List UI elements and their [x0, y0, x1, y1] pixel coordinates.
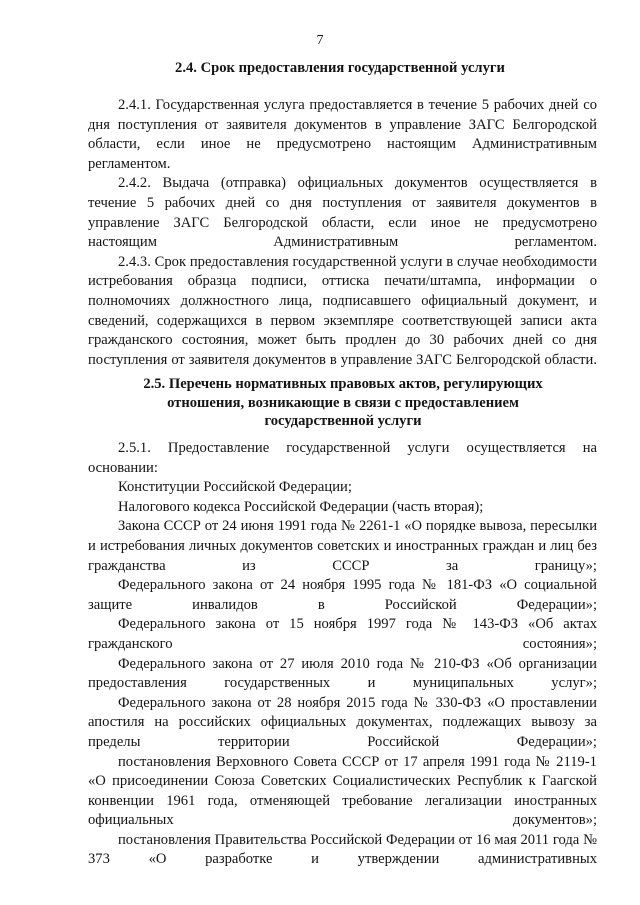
- text-line: апостиля на российских официальных документах, подлежащих вывозу за: [88, 714, 597, 731]
- text-line: официальный документ, и сведений, содержащихся в первом экземпляре: [88, 292, 597, 329]
- legal-act-item: [88, 615, 597, 654]
- text-line: течение 5 рабочих дней со дня поступления от заявителя документов в: [88, 194, 597, 211]
- text-line: управление ЗАГС Белгородской области, если иное не предусмотрено: [88, 214, 597, 231]
- text-line: граждан и лиц без гражданства из СССР за границу»;: [88, 537, 597, 574]
- text-line: пределы территории Российской Федерации»;: [88, 733, 597, 750]
- text-line: соответствующей записи акта гражданского состояния, может быть продлен: [88, 312, 597, 349]
- text-line: настоящим Административным регламентом.: [88, 234, 597, 251]
- text-line: до 30 рабочих дней со дня поступления от заявителя документов в: [88, 332, 597, 368]
- legal-act-item: [88, 498, 597, 518]
- text-line: предоставления государственных и муниципальных услуг»;: [88, 675, 597, 692]
- legal-act-item: [88, 655, 597, 694]
- text-line: информации о полномочиях должностного лица, подписавшего: [88, 273, 598, 309]
- text-line: управление ЗАГС Белгородской области.: [340, 351, 597, 368]
- text-line: необходимости истребования образца подписи, оттиска печати/штампа,: [88, 253, 597, 290]
- text-line: № 2119-1 «О присоединении Союза Советских Социалистических Республик: [88, 753, 597, 790]
- paragraph-2-4-3: [88, 253, 597, 371]
- heading-line: отношения, возникающие в связи с предоставлением: [167, 394, 519, 411]
- text-line: защите инвалидов в Российской Федерации»;: [88, 596, 597, 613]
- text-line: 2011 года № 373 «О разработке и утверждении административных: [88, 831, 597, 868]
- heading-line: государственной услуги: [264, 413, 422, 429]
- legal-act-item: [88, 478, 597, 498]
- paragraph-2-4-1: [88, 96, 597, 174]
- heading-line: 2.5. Перечень нормативных правовых актов, регулирующих: [143, 376, 543, 392]
- text-line: Федерального закона от 15 ноября 1997 года № 143-ФЗ «Об актах: [118, 616, 597, 633]
- legal-act-item: [88, 753, 597, 831]
- legal-act-item: [88, 517, 597, 576]
- text-line: Федерального закона от 27 июля 2010 года № 210-ФЗ «Об организации: [118, 655, 597, 672]
- text-line: 2.4.1. Государственная услуга предоставляется в течение 5 рабочих дней: [118, 97, 579, 113]
- text-line: постановления Правительства Российской Федерации от 16 мая: [118, 831, 517, 848]
- text-line: пересылки и истребования личных документов советских и иностранных: [88, 518, 597, 554]
- text-line: Федерального закона от 28 ноября 2015 года № 330-ФЗ «О проставлении: [118, 694, 597, 711]
- paragraph-2-4-2: [88, 174, 597, 252]
- paragraph-2-5-1: [88, 439, 597, 478]
- page-number: 7: [316, 33, 324, 48]
- legal-act-item: [88, 576, 597, 615]
- text-line: гражданского состояния»;: [88, 635, 597, 652]
- section-2-4-body: [88, 96, 597, 370]
- text-line: Конституции Российской Федерации;: [118, 479, 352, 496]
- text-line: Закона СССР от 24 июня 1991 года № 2261-1 «О порядке вывоза,: [118, 518, 527, 535]
- section-heading-2-5: [118, 375, 568, 431]
- text-line: постановления Верховного Совета СССР от 17 апреля 1991 года: [118, 753, 531, 770]
- text-line: 2.5.1. Предоставление государственной услуги осуществляется на: [118, 440, 597, 456]
- text-line: Налогового кодекса Российской Федерации (часть вторая);: [118, 498, 484, 515]
- text-line: Административным регламентом.: [88, 136, 597, 172]
- text-line: со дня поступления от заявителя документов в управление ЗАГС: [88, 97, 597, 133]
- section-heading-2-4: 2.4. Срок предоставления государственной услуги: [175, 60, 505, 76]
- text-line: Белгородской области, если иное не предусмотрено настоящим: [88, 116, 597, 153]
- text-line: иностранных официальных документов»;: [88, 792, 597, 829]
- legal-act-item: [88, 831, 597, 870]
- section-2-5-body: [88, 439, 597, 870]
- text-line: к Гаагской конвенции 1961 года, отменяющей требование легализации: [88, 773, 597, 809]
- text-line: Федерального закона от 24 ноября 1995 года № 181-ФЗ «О социальной: [118, 577, 597, 594]
- text-line: основании:: [88, 459, 158, 476]
- text-line: 2.4.2. Выдача (отправка) официальных документов осуществляется в: [118, 175, 597, 192]
- legal-act-item: [88, 694, 597, 753]
- text-line: 2.4.3. Срок предоставления государственной услуги в случае: [118, 253, 499, 270]
